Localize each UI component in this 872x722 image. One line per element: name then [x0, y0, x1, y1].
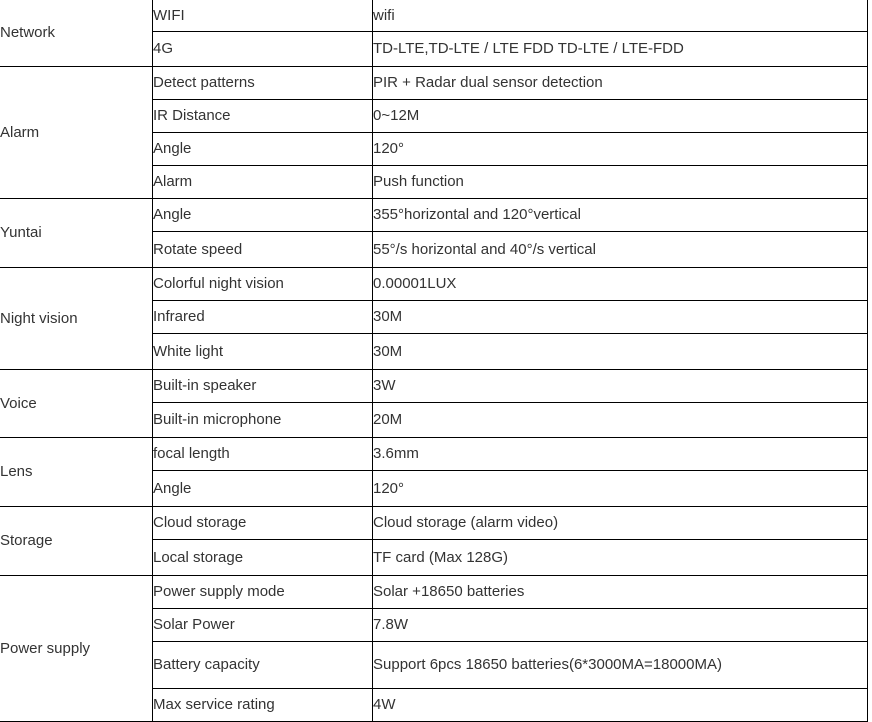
spec-key: Built-in speaker: [153, 370, 373, 403]
spec-value: Solar +18650 batteries: [373, 576, 868, 609]
spec-key: Detect patterns: [153, 67, 373, 100]
spec-key: Solar Power: [153, 609, 373, 642]
spec-key: Angle: [153, 133, 373, 166]
category-network: Network: [0, 0, 153, 67]
table-row: [0, 576, 868, 609]
spec-key: Built-in microphone: [153, 403, 373, 438]
spec-key: Angle: [153, 471, 373, 507]
category-voice: Voice: [0, 370, 153, 438]
category-storage: Storage: [0, 507, 153, 576]
spec-key: 4G: [153, 32, 373, 67]
spec-value: Cloud storage (alarm video): [373, 507, 868, 540]
table-row: [0, 0, 868, 32]
table-row: [0, 268, 868, 301]
spec-key: Local storage: [153, 540, 373, 576]
table-row: [0, 370, 868, 403]
spec-value: 30M: [373, 334, 868, 370]
category-yuntai: Yuntai: [0, 199, 153, 268]
spec-key: WIFI: [153, 0, 373, 32]
table-row: [0, 507, 868, 540]
spec-value: 30M: [373, 301, 868, 334]
spec-value: 355°horizontal and 120°vertical: [373, 199, 868, 232]
spec-key: Alarm: [153, 166, 373, 199]
category-power-supply: Power supply: [0, 576, 153, 722]
spec-value: 20M: [373, 403, 868, 438]
spec-key: Infrared: [153, 301, 373, 334]
category-night-vision: Night vision: [0, 268, 153, 370]
spec-value: 55°/s horizontal and 40°/s vertical: [373, 232, 868, 268]
spec-key: Rotate speed: [153, 232, 373, 268]
spec-value: 120°: [373, 471, 868, 507]
spec-key: Battery capacity: [153, 642, 373, 689]
table-row: [0, 438, 868, 471]
spec-key: focal length: [153, 438, 373, 471]
spec-key: Angle: [153, 199, 373, 232]
spec-value: 0.00001LUX: [373, 268, 868, 301]
spec-value: 7.8W: [373, 609, 868, 642]
spec-value: TD-LTE,TD-LTE / LTE FDD TD-LTE / LTE-FDD: [373, 32, 868, 67]
spec-key: Power supply mode: [153, 576, 373, 609]
spec-value: Support 6pcs 18650 batteries(6*3000MA=18000MA): [373, 642, 868, 689]
spec-key: White light: [153, 334, 373, 370]
spec-key: Max service rating: [153, 689, 373, 722]
spec-key: Colorful night vision: [153, 268, 373, 301]
spec-value: 120°: [373, 133, 868, 166]
spec-value: wifi: [373, 0, 868, 32]
table-row: [0, 199, 868, 232]
spec-value: TF card (Max 128G): [373, 540, 868, 576]
spec-key: IR Distance: [153, 100, 373, 133]
category-alarm: Alarm: [0, 67, 153, 199]
spec-value: 3.6mm: [373, 438, 868, 471]
spec-value: 4W: [373, 689, 868, 722]
spec-value: 0~12M: [373, 100, 868, 133]
spec-value: Push function: [373, 166, 868, 199]
spec-value: PIR + Radar dual sensor detection: [373, 67, 868, 100]
table-row: [0, 67, 868, 100]
spec-key: Cloud storage: [153, 507, 373, 540]
category-lens: Lens: [0, 438, 153, 507]
spec-value: 3W: [373, 370, 868, 403]
